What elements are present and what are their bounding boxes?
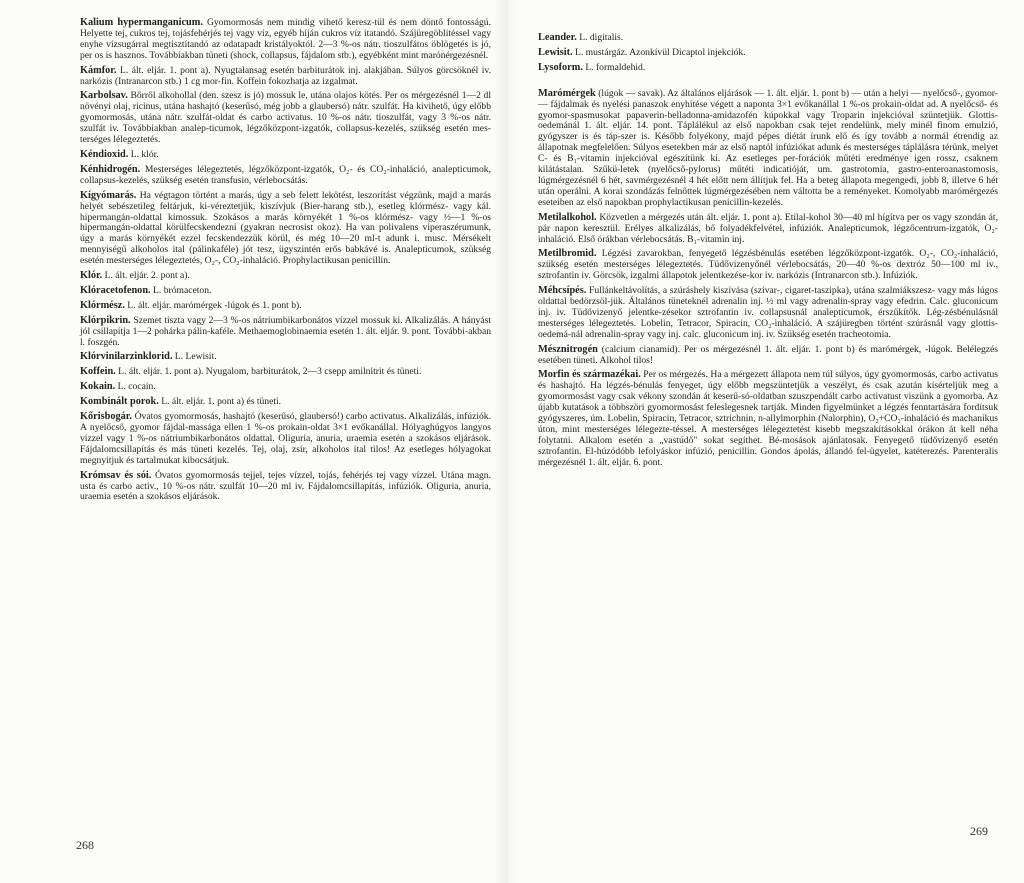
entry-headword: Kénhidrogén. xyxy=(80,163,141,175)
dictionary-entry xyxy=(538,345,998,367)
dictionary-entry xyxy=(80,18,491,62)
entry-text: L. Lewisit. xyxy=(174,351,217,363)
entry-headword: Kalium hypermanganicum. xyxy=(80,17,203,28)
entry-text: L. cocain. xyxy=(117,381,156,393)
dictionary-entry xyxy=(80,412,491,467)
entry-headword: Klór. xyxy=(80,270,103,282)
entry-text: Fullánkeltávolítás, a szúráshely kiszívása (szivar-, cigaret-taszipka), utána szalmiákszesz- vagy más lúgos oldattal bedörzsöl-jük. Általános tüneteknél adrenalin inj. ½ ml vagy adrenalin-spray vagy efedrin. Calc. gluconicum inj. iv. Tüdővizenyő jelentke-zésekor sztrofantin iv. collapsusnál analepticumok, érszűkítők. Lég-zésbénulásnál mesterséges lélegeztetés. Lobelin, Tetracor, Spiracin, CO₂-inhaláció. A szájüregben történt szúrásnál vagy glottis-oedemá-nál adrenalin-spray vagy inj. calc. gluconicum inj. iv. Szükség esetén tracheotomia. xyxy=(538,285,998,340)
entry-headword: Mésznitrogén xyxy=(538,343,598,355)
entry-text: L. klór. xyxy=(130,148,159,160)
dictionary-entry xyxy=(80,316,491,349)
entry-text: Légzési zavarokban, fenyegető légzésbénulás esetében légzőközpont-izgatók. O₂-, CO₂-inhaláció, szükség esetén mesterséges lélegeztetés. Tüdővizenyőnél vérlebocsátás, 20—40 %-os dextróz 50—100 ml iv., sztrofantin iv. Görcsök, izgalmi állapotok jelentkezése-kor iv. narkózis (Intranarcon stb.). Infúziók. xyxy=(538,248,998,282)
entry-text: L. ált. eljár. 2. pont a). xyxy=(104,270,190,282)
entry-text: L. formaldehid. xyxy=(585,61,646,73)
entry-text: L. ált. eljár. 1. pont a) és tüneti. xyxy=(161,396,282,408)
entry-text: Mesterséges lélegeztetés, légzőközpont-izgatók, O₂- és CO₂-inhaláció, analepticumok, collapsus-kezelés, szükség esetén transfusio, vérlebocsátás. xyxy=(80,163,491,186)
entry-headword: Kombinált porok. xyxy=(80,396,159,408)
entry-headword: Klóracetofenon. xyxy=(80,284,151,296)
dictionary-entry xyxy=(80,191,491,267)
entry-headword: Lysoform. xyxy=(538,61,583,73)
entry-text: L. ált. eljár. 1. pont a). Nyugtalansag esetén barbiturátok inj. alakjában. Súlyos görcsöknél iv. narkózis (Intranarcon stb.) 1 cg mor-fin. Koffein fokozhatja az izgalmat. xyxy=(80,64,491,87)
entry-text: Szemet tiszta vagy 2—3 %-os nátriumbikarbonátos vízzel mossuk ki. Alkalizálás. A hányást jól csillapítja 1—2 pohárka pálin-kaféle. Methaemoglobinaemia esetén 1. ált. eljár. 9. pont. További-akban l. foszgén. xyxy=(80,314,491,348)
entry-headword: Kámfor. xyxy=(80,64,117,76)
dictionary-entry xyxy=(80,301,491,312)
right-top-entries xyxy=(538,33,998,74)
entry-headword: Kígyómarás. xyxy=(80,189,137,201)
entry-text: Per os mérgezés. Ha a mérgezett állapota nem túl súlyos, úgy gyomormosás, carbo activatus és hashajtó. Ha légzés-bénulás fenyeget, úgy előbb megszüntetjük a veszélyt, és csak azután kísérteljük meg a gyomormosást vagy csak vékony szondán át keserű-só-oldatban szuszpendált carbo activatust viszünk a gyomorba. Az újabb kutatások a többszöri gyomormosást feleslegesnek tartják. Minden figyelmünket a légzés fenntartására fordítsuk gyógyszeres, úm. Lobelin, Spiracin, Tetracor, sztrichnin, n-allylmorphin (Nalorphin), O₂+CO₂-inhaláció és machanikus úton, mint mesterséges lélegezte-téssel. A mesterséges lélegeztetést kisebb megszakításokkal órákon át kell néha folytatni. Alkalom esetén a „vastúdő" sokat segíthet. Bé-mosások ajánlatosak. Fenyegető tüdővizenyő esetén sztrofantin. El-húzódóbb lefolyáskor infúzió, penicillin. Gondos ápolás, állandó fel-ügyelet, katéterezés. Parenteralis mérgezésnél 1. ált. eljár. 6. pont. xyxy=(538,369,998,468)
dictionary-entry xyxy=(80,397,491,408)
entry-headword: Kőrisbogár. xyxy=(80,411,132,423)
right-page-number: 269 xyxy=(970,824,988,838)
entry-text: L. ált. eljár. marómérgek -lúgok és 1. pont b). xyxy=(127,299,302,311)
entry-text: L. mustárgáz. Azonkívül Dicaptol injekciók. xyxy=(575,46,746,58)
entry-headword: Klórpikrin. xyxy=(80,314,131,326)
entry-text: L. digitalis. xyxy=(579,32,624,43)
dictionary-entry xyxy=(80,367,491,378)
entry-headword: Kokain. xyxy=(80,381,116,393)
entry-text: Óvatos gyomormosás tejjel, tejes vízzel, tojás, fehérjés tej vagy vízzel. Utána magn. usta és carbo activ., 10 %-os nátr. szulfát 10—20 ml iv. Fájdalomcsillapítás, infúziók. Oliguria, anuria, uraemia esetén a szokásos eljárások. xyxy=(80,469,491,503)
entry-text: (lúgok — savak). Az általános eljárások — 1. ált. eljár. 1. pont b) — után a helyi — nyelőcső-, gyomor- — fájdalmak és nyelési panaszok enyhítése végett a naponta 3×1 evőkanállal 1 %-os prokain-oldat ad. A nyelőcső- és gyomor-spasmusokat papaverin-belladonna-amidazofén kúpokkal vagy Troparin injekcióval szüntetjük. Glottis-oedemánál 1. ált. eljár. 14. pont. Táplálékul az első napokban csak tejet rendelünk, mely minél finom emulzió, gyógyszer is és táp-szer is. Később folyékony, majd pépes diétát írunk elő és így tovább a normál étrendig az állapotnak megfelelően. Súlyos esetekben már az első naptól infúziókat adunk és mesterséges táplálásra térünk, melyet C- és B₁-vitamin injekcióval egészítünk ki. Az esetleges per-forációk műtéti eredménye igen rossz, csaknem kilátástalan. Szűkü-letek (nyelőcső-pylorus) műtéti indicatióját, um. gastrotomia, gastro-enteroanastomosis, lúgmérgezésnél 6 hét, savmérgezésnél 4 hét előtt nem állítjuk fel. Ha a beteg állapota megengedi, jobb 8, illetve 6 hét után operálni. A korai szondázás felnőttek lúgmérgezésében nem váltotta be a reményeket. Komolyabb marómérgezés eseteiben az első napokban prophylactikusan penicillin-kezelés. xyxy=(538,87,998,208)
right-entries xyxy=(538,89,998,469)
dictionary-entry xyxy=(538,213,998,246)
dictionary-entry xyxy=(80,382,491,393)
left-entries xyxy=(80,18,491,503)
dictionary-entry xyxy=(80,150,491,161)
entry-headword: Marómérgek xyxy=(538,87,596,99)
dictionary-entry xyxy=(538,370,998,468)
left-page xyxy=(0,0,505,883)
entry-text: (calcium cianamid). Per os mérgezésnél 1. ált. eljár. 1. pont b) és marómérgek, -lúgok. Belélegzés esetében tüneti. Alkohol tilos! xyxy=(538,343,998,366)
dictionary-entry xyxy=(80,271,491,282)
entry-headword: Krómsav és sói. xyxy=(80,469,152,481)
dictionary-entry xyxy=(80,66,491,88)
dictionary-entry xyxy=(80,91,491,146)
dictionary-entry xyxy=(80,471,491,504)
dictionary-entry xyxy=(80,286,491,297)
entry-headword: Leander. xyxy=(538,32,577,43)
dictionary-entry xyxy=(80,352,491,363)
entry-headword: Morfin és származékai. xyxy=(538,369,641,381)
entry-text: Gyomormosás nem mindig vihető keresz-tül és nem döntő fontosságú. Helyette tej, cukros tej, tojásfehérjés tej vagy víz, egyéb híján cukros víz itatandó. Szájüregöblítéssel vagy enyhe vízsugárral megtisztítandó az odatapadt kristályoktól. 2—3 %-os nátr. tioszulfátos öblögetés is jó, per os is hasznos. Továbbiakban tüneti (shock, collapsus, fájdalom stb.), egyébként mint marónérgezésnél. xyxy=(80,17,491,61)
entry-headword: Méhcsípés. xyxy=(538,285,587,297)
dictionary-entry xyxy=(538,33,998,44)
dictionary-entry xyxy=(538,249,998,282)
entry-headword: Lewisit. xyxy=(538,46,573,58)
entry-headword: Metilalkohol. xyxy=(538,211,597,223)
entry-headword: Metilbromid. xyxy=(538,248,597,260)
entry-headword: Kéndioxid. xyxy=(80,148,129,160)
left-page-number: 268 xyxy=(76,838,94,852)
dictionary-entry xyxy=(80,165,491,187)
entry-text: Közvetlen a mérgezés után ált. eljár. 1. pont a). Etilal-kohol 30—40 ml hígítva per os vagy szondán át, pár napon keresztül. Erélyes alkalizálás, bő folyadékfelvétel, infúziók. Analepticumok, légzőcentrum-izgatók, O₂-inhaláció. Első órákban vérlebocsátás. B₁-vitamin inj. xyxy=(538,211,998,245)
dictionary-entry xyxy=(538,63,998,74)
entry-headword: Klórvinilarzinklorid. xyxy=(80,351,173,363)
entry-headword: Koffein. xyxy=(80,366,116,378)
entry-headword: Klórmész. xyxy=(80,299,125,311)
entry-text: L. ált. eljár. 1. pont a). Nyugalom, barbiturátok, 2—3 csepp amilnitrit és tüneti. xyxy=(118,366,422,378)
entry-text: Bőrről alkohollal (den. szesz is jó) mossuk le, utána olajos kötés. Per os mérgezésnél 1—2 dl növényi olaj, ricinus, utána hashajtó (keserűsó, még jobb a glaubersó) nátr. szulfát. Ha kivihető, úgy előbb gyomormosás, utána nátr. szulfát-oldat és carbo activatus. 10 %-os nátr. tioszulfát, vagy 3 %-os nátr. szulfát iv. Továbbiakban analep-ticumok, légzőközpont-izgatók, collapsus-kezelés, szükség esetén mes-terséges lélegeztetés. xyxy=(80,90,491,146)
entry-headword: Karbolsav. xyxy=(80,90,128,102)
right-page xyxy=(520,0,1024,883)
dictionary-entry xyxy=(538,286,998,341)
entry-text: Ha végtagon történt a marás, úgy a seb felett lekötést, leszorítást végzünk, majd a marás helyét sebészetileg feltárjuk, ki-véreztetjük, kiszívjuk (Bier-harang stb.), esetleg klórmész- vagy kál. hipermangán-oldattal kimossuk. Szokásos a marás környékét 1 %-os klórmész- vagy ½—1 %-os hipermangán-oldattal körülfecskendezni (gyakran necrosist okoz). Ha van polivalens viperaszérumunk, úgy a marás környékét ezzel fecskendezzük körül, és még 10—20 ml-t adunk i. musc. Mérsékelt mennyiségű alkoholos ital (pálinkaféle) jót tesz, ügyszintén erős babkávé is. Analepticumok, szükség esetén mesterséges lélegeztetés, O₂-, CO₂-inhaláció. Prophylactikusan penicillin. xyxy=(80,189,491,267)
entry-text: L. brómaceton. xyxy=(153,284,212,296)
dictionary-entry xyxy=(538,48,998,59)
entry-text: Óvatos gyomormosás, hashajtó (keserűsó, glaubersó!) carbo activatus. Alkalizálás, infúziók. A nyelőcső, gyomor fájdal-massága ellen 1 %-os prokain-oldat 3×1 evőkanállal. Hólyaghúgyos langyos vízzel vagy 1 %-os nátriumbikarbonátos oldattal. Oliguria, anuria, uraemia esetén a szokásos eljárások. Fájdalomcsillapítás és más tüneti kezelés. Tej, olaj, zsír, alkoholos ital tilos! Az esetleges hólyagokat megnyitjuk és tartalmukat kibocsátjuk. xyxy=(80,411,491,466)
dictionary-entry xyxy=(538,89,998,209)
